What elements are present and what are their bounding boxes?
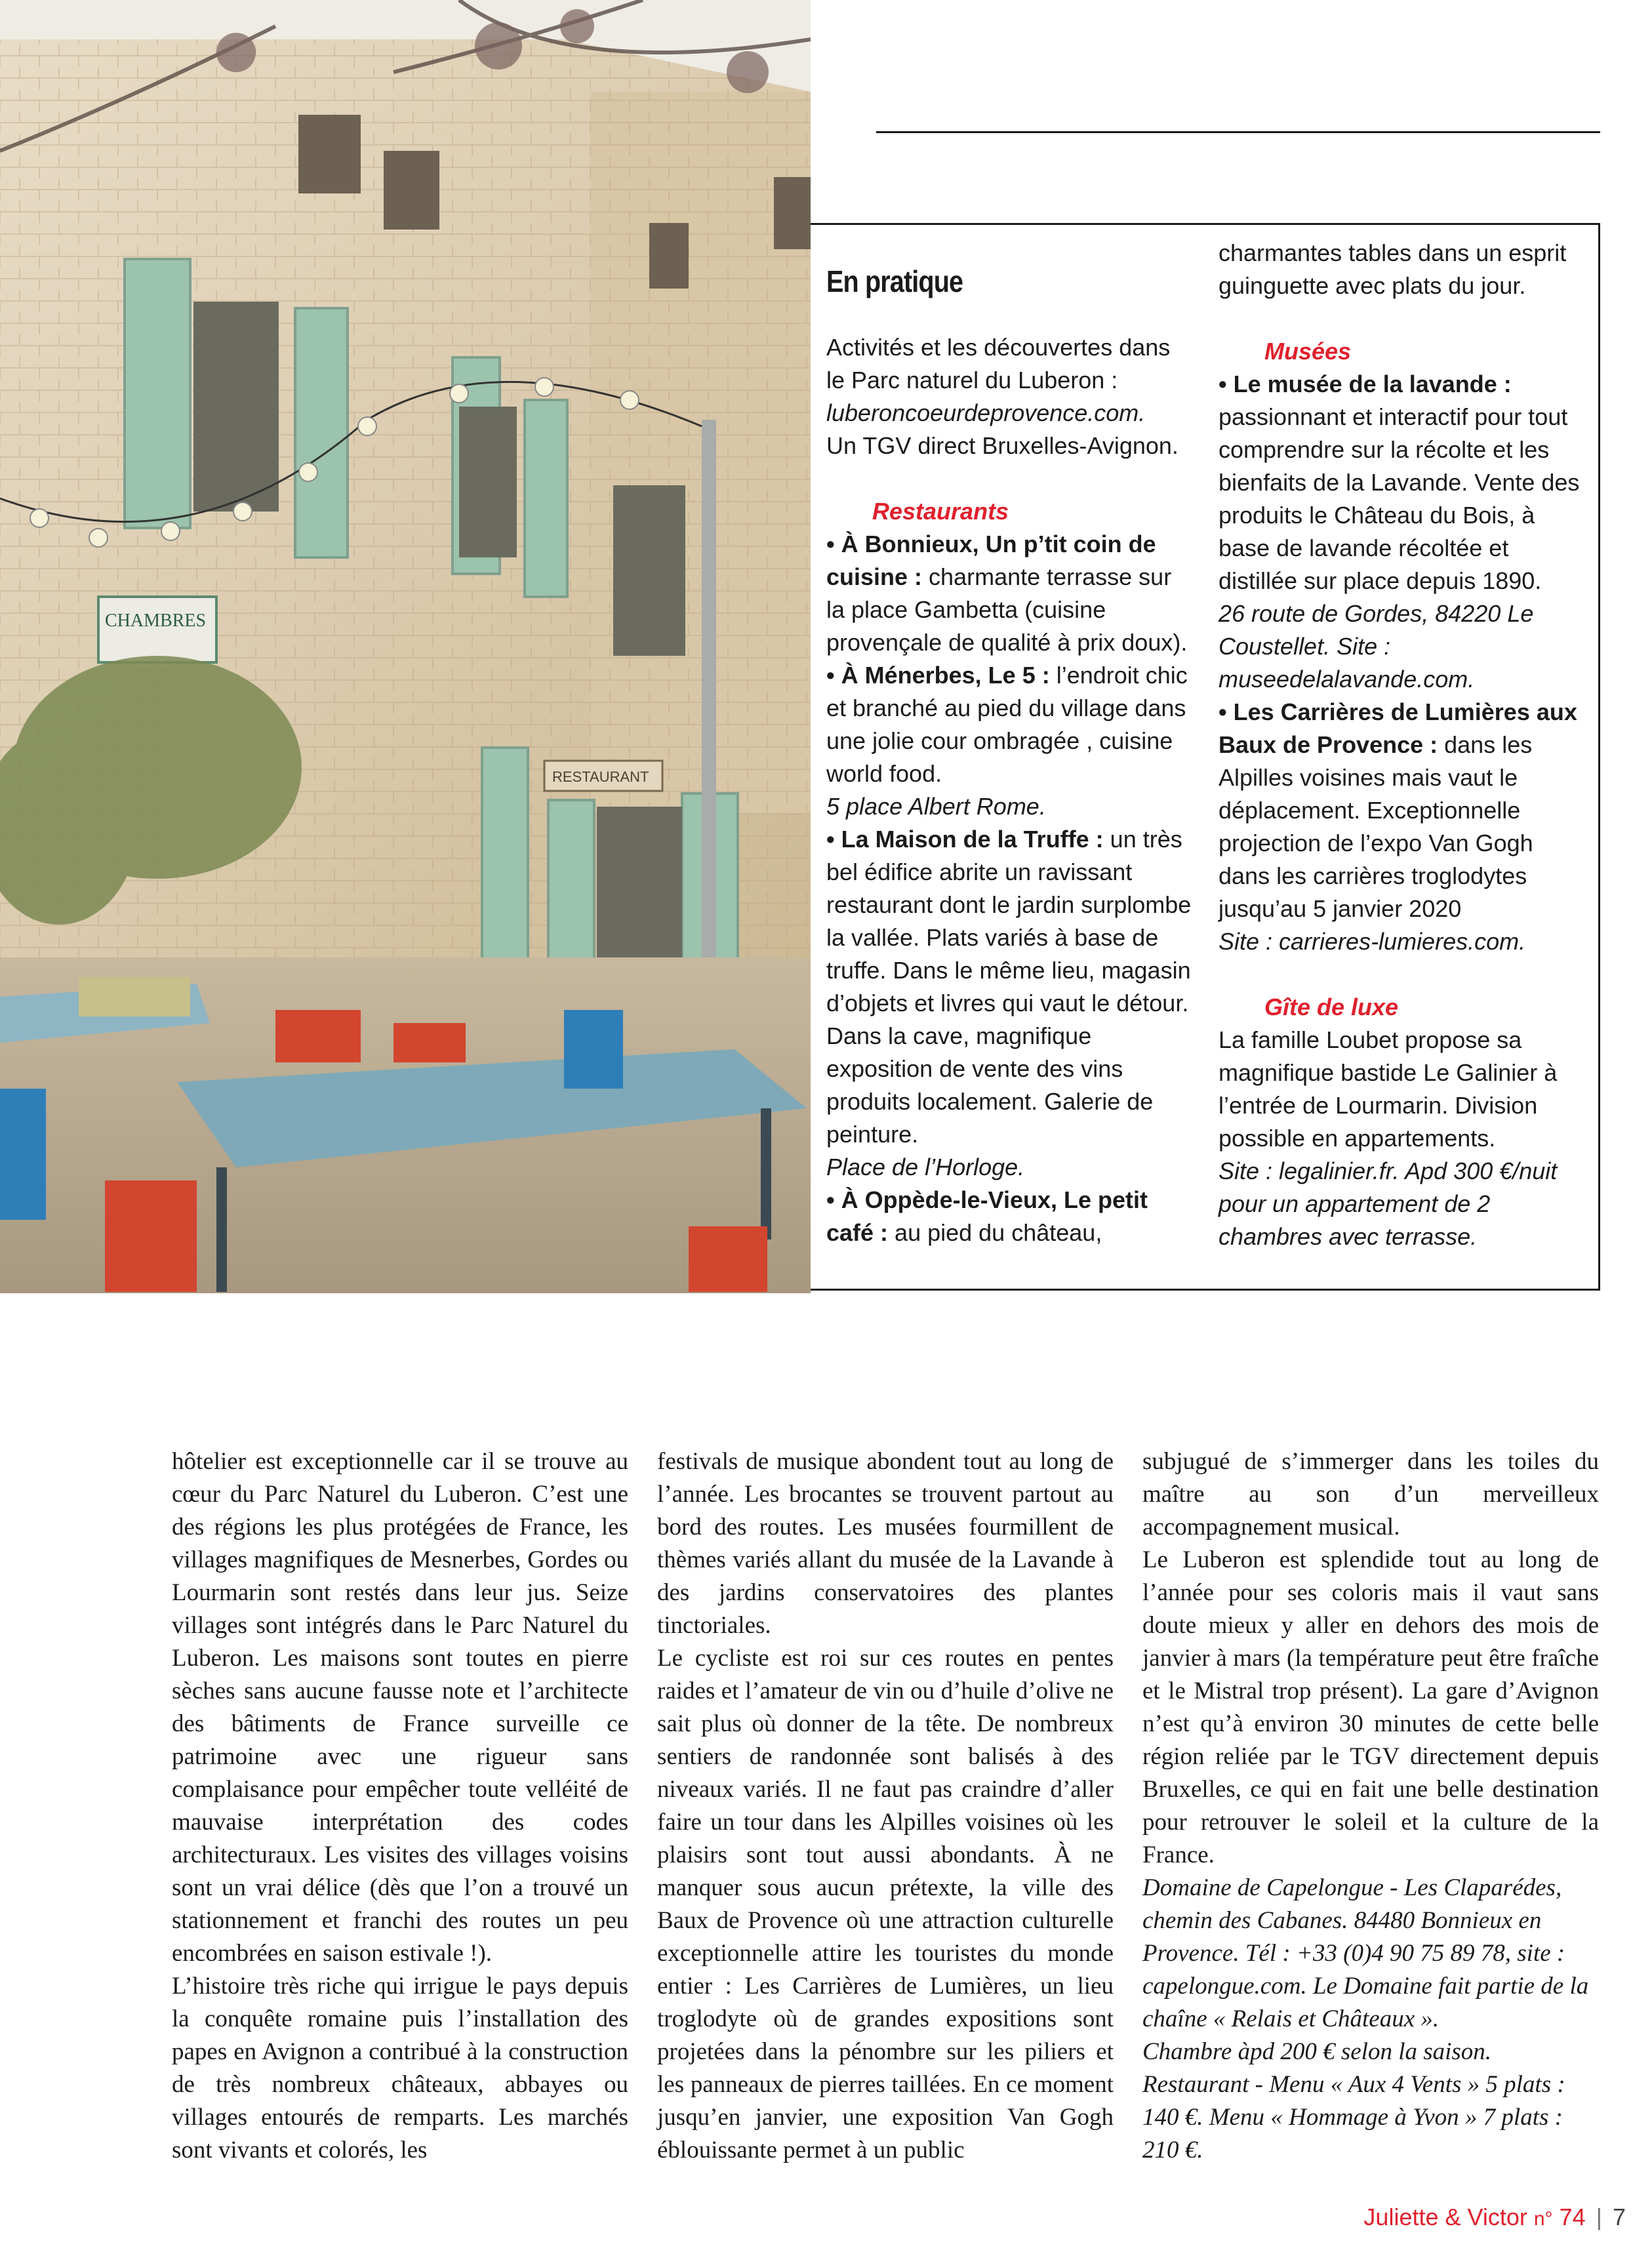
museums-heading: Musées: [1264, 338, 1352, 365]
chambres-sign: CHAMBRES: [105, 611, 207, 631]
practical-info-column-1: [826, 263, 1194, 1249]
courtyard-photo-drawing: [0, 0, 811, 1293]
restaurant-description: charmante terrasse sur la place Gambetta (cuisine provençale de qualité à prix doux).: [826, 563, 1188, 656]
article-paragraph: hôtelier est exceptionnelle car il se trouve au cœur du Parc Naturel du Luberon. C’est une des régions les plus protégées de France, les villages magnifiques de Mesnerbes, Gordes ou Lourmarin sont restés dans leur jus. Seize villages sont intégrés dans le Parc Naturel du Luberon. Les maisons sont toutes en pierre sèches sans aucune fausse note et l’architecte des bâtiments de France surveille ce patrimoine avec une rigueur sans complaisance pour empêcher toute velléité de mauvaise interprétation des codes architecturaux. Les visites des villages voisins sont un vrai délice (dès que l’on a trouvé un stationnement et franchi des routes un peu encombrées en saison estivale !).: [172, 1448, 628, 1967]
museum-name: • Le musée de la lavande :: [1219, 371, 1512, 397]
museum-site[interactable]: Site : carrieres-lumieres.com.: [1219, 928, 1526, 955]
restaurant-name: • À Oppède-le-Vieux, Le petit café :: [826, 1186, 1148, 1246]
museum-description: dans les Alpilles voisines mais vaut le déplacement. Exceptionnelle projection de l’expo Van Gogh dans les carrières troglodytes jusqu’au 5 janvier 2020: [1219, 731, 1533, 922]
practical-info-title: En pratique: [826, 264, 963, 298]
restaurant-address: 5 place Albert Rome.: [826, 793, 1046, 820]
article-paragraph: Le Luberon est splendide tout au long de l’année pour ses coloris mais il vaut sans doute mieux y aller en dehors des mois de janvier à mars (la température peut être fraîche et le Mistral trop présent). La gare d’Avignon n’est qu’à environ 30 minutes de cette belle région reliée par le TGV directement depuis Bruxelles, ce qui en fait une belle destination pour retrouver le soleil et la culture de la France.: [1142, 1546, 1599, 1868]
page-number: 7: [1612, 2204, 1626, 2230]
practical-info-column-2: [1219, 237, 1586, 1253]
restaurant-description-continued: charmantes tables dans un esprit guinguette avec plats du jour.: [1219, 239, 1567, 299]
article-column-2: [657, 1445, 1114, 2167]
restaurant-entry: [826, 659, 1194, 790]
intro-line-2: le Parc naturel du Luberon :: [826, 367, 1118, 393]
article-paragraph: festivals de musique abondent tout au long de l’année. Les brocantes se trouvent partout au bord des routes. Les musées fourmillent de thèmes variés allant du musée de la Lavande à des jardins conservatoires des plantes tinctoriales.: [657, 1448, 1114, 1639]
article-paragraph: L’histoire très riche qui irrigue le pays depuis la conquête romaine puis l’installation des papes en Avignon a contribué à la construction de très nombreux châteaux, abbayes ou villages entourés de remparts. Les marchés sont vivants et colorés, les: [172, 1973, 628, 2163]
museum-description: passionnant et interactif pour tout comprendre sur la récolte et les bienfaits de la Lavande. Vente des produits le Château du Bois, à base de lavande récoltée et distillée sur place depuis 1890.: [1219, 403, 1580, 594]
restaurant-description: l’endroit chic et branché au pied du village dans une jolie cour ombragée , cuisine world food.: [826, 662, 1188, 787]
luxury-gite-heading: Gîte de luxe: [1264, 994, 1399, 1020]
restaurant-address: Place de l’Horloge.: [826, 1154, 1025, 1180]
practical-info-box: [811, 223, 1600, 1291]
gite-site: Site : legalinier.fr. Apd 300 €/nuit pour un appartement de 2 chambres avec terrasse.: [1219, 1157, 1558, 1250]
restaurant-name: • À Bonnieux, Un p’tit coin de cuisine :: [826, 531, 1156, 590]
top-rule: [876, 131, 1600, 133]
restaurant-entry: [826, 1184, 1194, 1249]
restaurant-entry: [826, 823, 1194, 1151]
courtyard-photo: [0, 0, 811, 1293]
restaurant-name: • À Ménerbes, Le 5 :: [826, 662, 1050, 689]
restaurant-sign: RESTAURANT: [552, 769, 649, 785]
article-column-3: [1142, 1445, 1599, 2167]
magazine-name: Juliette & Victor: [1363, 2204, 1527, 2230]
tgv-line: Un TGV direct Bruxelles-Avignon.: [826, 432, 1179, 459]
article-paragraph: Le cycliste est roi sur ces routes en pentes raides et l’amateur de vin ou d’huile d’olive ne sait plus où donner de la tête. De nombreux sentiers de randonnée sont balisés à des niveaux variés. Il ne faut pas craindre d’aller faire un tour dans les Alpilles voisines où les plaisirs sont tout aussi abondants. À ne manquer sous aucun prétexte, la ville des Baux de Provence où une attraction culturelle exceptionnelle attire les touristes du monde entier : Les Carrières de Lumières, un lieu troglodyte où de grandes expositions sont projetées dans la pénombre sur les piliers et les panneaux de pierres taillées. En ce moment jusqu’en janvier, une exposition Van Gogh éblouissante permet à un public: [657, 1645, 1114, 2163]
museum-entry: [1219, 696, 1586, 925]
gite-description: La famille Loubet propose sa magnifique bastide Le Galinier à l’entrée de Lourmarin. Division possible en appartements.: [1219, 1026, 1558, 1152]
restaurant-name: • La Maison de la Truffe :: [826, 826, 1104, 853]
article-column-1: [172, 1445, 628, 2167]
article-paragraph: subjugué de s’immerger dans les toiles du maître au son d’un merveilleux accompagnement musical.: [1142, 1448, 1599, 1540]
hotel-info: Domaine de Capelongue - Les Claparédes, chemin des Cabanes. 84480 Bonnieux en Provence. Tél : +33 (0)4 90 75 89 78, site : capelongue.com. Le Domaine fait partie de la chaîne « Relais et Châteaux ».: [1142, 1874, 1589, 2032]
issue-number: 74: [1559, 2204, 1586, 2230]
page-footer: [1363, 2204, 1626, 2231]
museum-entry: [1219, 368, 1586, 597]
museum-address: 26 route de Gordes, 84220 Le Coustellet. Site : museedelalavande.com.: [1219, 600, 1534, 693]
museum-name: • Les Carrières de Lumières aux Baux de Provence :: [1219, 698, 1577, 758]
intro-line-1: Activités et les découvertes dans: [826, 334, 1171, 361]
hotel-prices: Chambre àpd 200 € selon la saison. Restaurant - Menu « Aux 4 Vents » 5 plats : 140 €. Menu « Hommage à Yvon » 7 plats : 210 €.: [1142, 2038, 1565, 2163]
restaurants-heading: Restaurants: [872, 498, 1009, 525]
restaurant-entry: [826, 528, 1194, 659]
restaurant-description: un très bel édifice abrite un ravissant restaurant dont le jardin surplombe la vallée. Plats variés à base de truffe. Dans le même lieu, magasin d’objets et livres qui vaut le détour. Dans la cave, magnifique exposition de vente des vins produits localement. Galerie de peinture.: [826, 826, 1192, 1148]
issue-prefix: n°: [1533, 2208, 1553, 2230]
footer-separator: |: [1596, 2204, 1602, 2230]
intro-line: [826, 331, 1194, 397]
restaurant-description: au pied du château,: [888, 1219, 1102, 1246]
luberon-link[interactable]: luberoncoeurdeprovence.com.: [826, 399, 1146, 426]
